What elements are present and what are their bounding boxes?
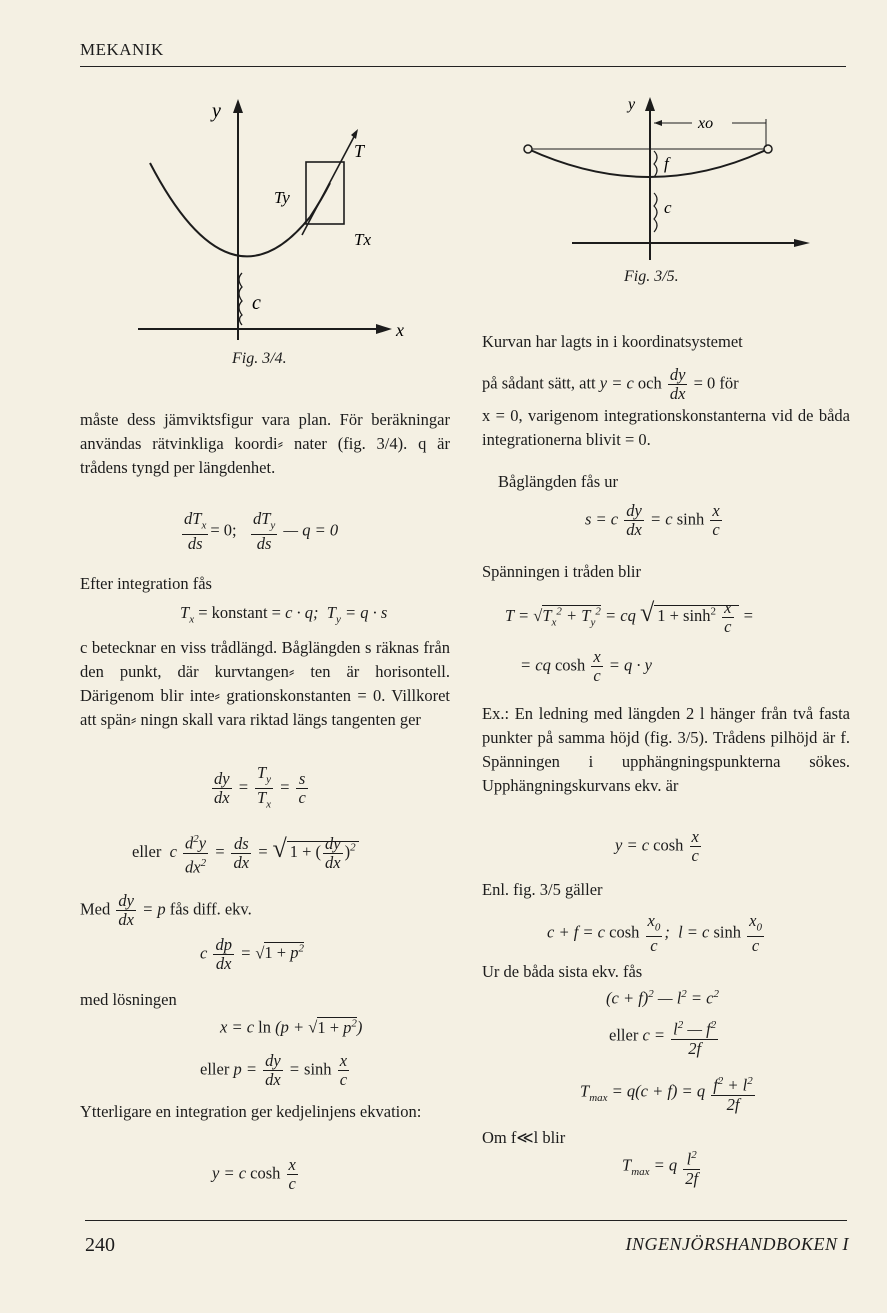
fig34-label-Ty: Ty (274, 188, 290, 207)
running-header: MEKANIK (80, 40, 164, 59)
eq-tension-1: $T = √T_x^2 + T_y^2$ = cq √ $1 + \sinh^2$ $\frac{x}{c}$ = (505, 597, 754, 636)
running-footer: INGENJÖRSHANDBOKEN I (625, 1234, 849, 1254)
eq-tension-2: = cq cosh $\frac{x}{c}$ = q · y (520, 647, 653, 685)
fig35-x-arrow (794, 239, 810, 247)
page-number: 240 (85, 1234, 115, 1256)
fig35-right-support (764, 145, 772, 153)
fig35-catenary-curve (528, 149, 768, 177)
fig34-caption: Fig. 3/4. (232, 350, 287, 367)
eq-Tx-konstant: $T_x$ = konstant = c · q; $T_y = q \cdot s$ (180, 603, 388, 626)
left-para-5: Ytterligare en integration ger kedjelinjens ekvation: (80, 1102, 422, 1121)
eq-define-p: Med $\frac{dy}{dx}$ = p fås diff. ekv. (80, 891, 252, 929)
fig35-f-brace (654, 151, 657, 177)
left-para-3: c betecknar en viss trådlängd. Båglängden s räknas från den punkt, där kurvtangen⸗ ten är horisontell. Därigenom blir inte⸗ grationskonstanten = 0. Villkoret att spän⸗ ningn skall vara riktad längs tangenten ger (80, 638, 450, 729)
fig34-tension-vector (302, 133, 356, 235)
fig35-y-arrow (645, 97, 655, 111)
eq-second-derivative: eller c $\frac{d^2y}{dx^2}$ = $\frac{ds}{dx}$ = √ 1 + ( $\frac{dy}{dx}$ )$^2$ (132, 830, 359, 876)
eq-c-value: eller c = $\frac{l^2 — f^2}{2f}$ (609, 1016, 720, 1058)
fig34-label-x: x (396, 320, 404, 340)
right-para-3: Spänningen i tråden blir (482, 562, 642, 581)
left-para-1: måste dess jämviktsfigur vara plan. För beräkningar användas rätvinkliga koordi⸗ nater (fig. 3/4). q är trådens tyngd per längdenhet. (80, 410, 450, 477)
fig35-c-brace (654, 193, 657, 232)
eq-tmax-approx: $T_{max} = q$ $\frac{l^2}{2f}$ (622, 1146, 702, 1188)
right-para-7: Om f≪l blir (482, 1128, 566, 1147)
fig35-caption: Fig. 3/5. (624, 268, 679, 285)
header-rule (80, 66, 846, 67)
fig34-label-T: T (354, 141, 365, 161)
left-med-tail: fås diff. ekv. (169, 899, 252, 919)
left-para-2: Efter integration fås (80, 574, 212, 593)
eq-solution-ln: x = c $\ln (p + √1 + p^2)$ (220, 1017, 363, 1037)
left-eller-2: eller (200, 1059, 230, 1079)
eq-arc-length: s = c $\frac{dy}{dx}$ = c sinh $\frac{x}{c}$ (585, 501, 720, 539)
fig34-catenary-curve (150, 163, 310, 256)
fig35-label-f: f (664, 154, 669, 173)
fig34-x-arrow (376, 324, 392, 334)
right-para-1b-line: på sådant sätt, att y = c och $\frac{dy}{dx}$ = 0 för (482, 365, 739, 403)
left-para-4: med lösningen (80, 990, 177, 1009)
fig35-left-support (524, 145, 532, 153)
eq-catenary: y = c cosh $\frac{x}{c}$ (212, 1155, 296, 1193)
figure-3-4-diagram (130, 95, 420, 350)
right-para-4: Ex.: En ledning med längden 2 l hänger från två fasta punkter på samma höjd (fig. 3/5). Trådens pilhöjd är f. Spänningen i upphängningspunkterna sökes. Upphängningskurvans ekv. är (482, 704, 850, 795)
left-eller-1: eller (132, 841, 162, 861)
fig35-label-x0: xo (698, 115, 714, 132)
right-para-1a: Kurvan har lagts in i koordinatsystemet (482, 332, 743, 351)
eq-dTx-dTy: $\frac{dT_x}{ds}$ = 0; $\frac{dT_y}{ds}$ — q = 0 (184, 509, 339, 554)
right-eller: eller (609, 1025, 639, 1045)
left-med-label: Med (80, 899, 111, 919)
eq-suspension-curve: y = c cosh $\frac{x}{c}$ (615, 827, 699, 865)
fig34-tension-arrow (351, 129, 358, 139)
eq-fig35-relations: c + f = c cosh $\frac{x_0}{c}$ ; l = c sinh $\frac{x_0}{c}$ (547, 911, 762, 956)
fig35-label-c: c (664, 198, 672, 217)
footer-rule (85, 1220, 847, 1221)
fig34-label-y: y (212, 100, 221, 122)
eq-p-sinh: eller p = $\frac{dy}{dx}$ = sinh $\frac{x}{c}$ (200, 1051, 348, 1089)
fig34-c-brace (239, 273, 242, 325)
fig34-label-Tx: Tx (354, 230, 371, 249)
right-para-1b: på sådant sätt, att (482, 373, 596, 393)
right-para-1c: för (719, 373, 739, 393)
figure-3-5-diagram (520, 95, 820, 265)
eq-dy-dx-ratio: $\frac{dy}{dx}$ = $\frac{T_y}{T_x}$ = $\frac{s}{c}$ (214, 763, 306, 811)
fig34-label-c: c (252, 292, 261, 314)
fig35-x0-arrow (654, 120, 662, 126)
eq-squares: $(c + f)^2$ — $l^2 = c^2$ (606, 988, 720, 1008)
fig35-label-y: y (628, 96, 636, 113)
eq-diff-equation: c $\frac{dp}{dx}$ = $√1 + p^2$ (200, 935, 304, 973)
right-para-2: Båglängden fås ur (498, 472, 619, 491)
right-para-6: Ur de båda sista ekv. fås (482, 962, 643, 981)
right-para-5: Enl. fig. 3/5 gäller (482, 880, 603, 899)
eq-tmax: $T_{max} = q(c + f) = q$ $\frac{f^2 + l^2}{2f}$ (580, 1072, 757, 1114)
fig34-y-arrow (233, 99, 243, 113)
right-para-1d: x = 0, varigenom integrationskonstanterna vid de båda integrationerna blivit = 0. (482, 406, 850, 449)
